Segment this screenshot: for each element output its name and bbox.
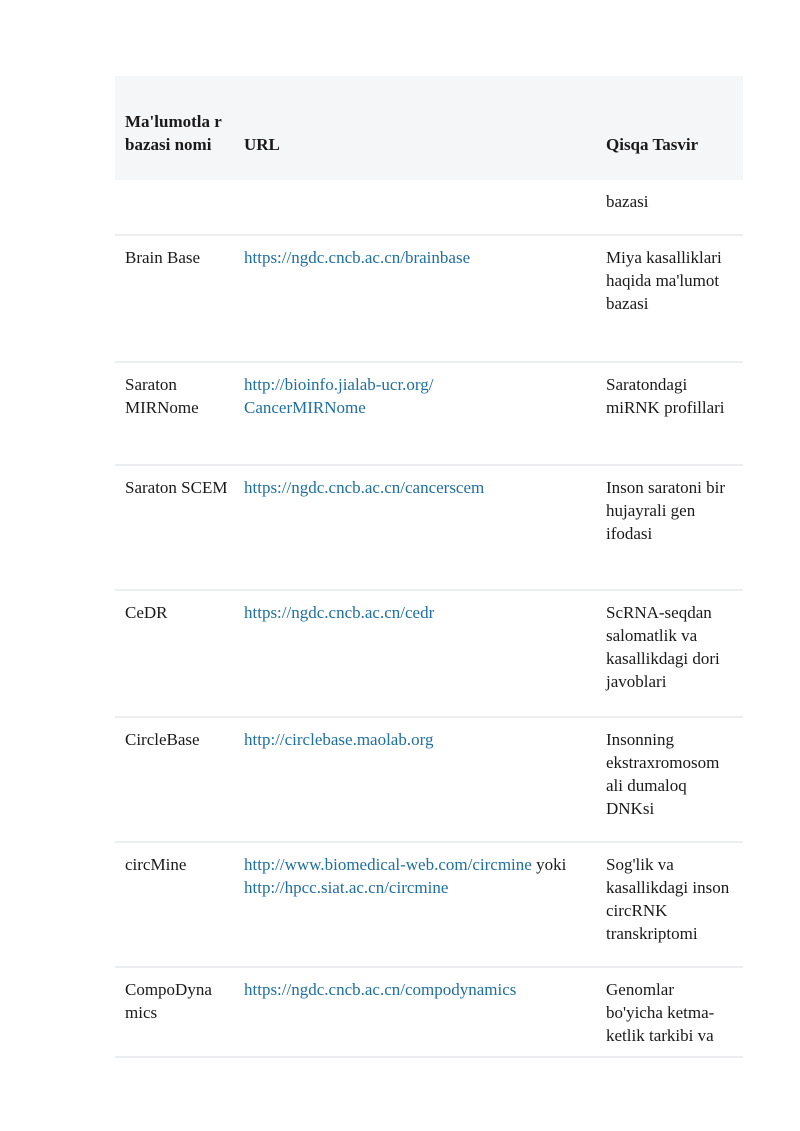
table-row bbox=[115, 466, 743, 591]
cell-url bbox=[234, 601, 596, 716]
database-table bbox=[115, 76, 743, 1058]
cell-url bbox=[234, 373, 596, 464]
header-desc: Qisqa Tasvir bbox=[606, 135, 699, 154]
url-link-secondary[interactable]: http://hpcc.siat.ac.cn/circmine bbox=[244, 878, 449, 897]
url-link[interactable]: http://circlebase.maolab.org bbox=[244, 730, 434, 749]
cell-desc: Inson saratoni bir hujayrali gen ifodasi bbox=[606, 478, 725, 543]
header-name bbox=[115, 110, 234, 180]
url-link[interactable]: http://www.biomedical-web.com/circmine bbox=[244, 855, 532, 874]
cell-name bbox=[115, 190, 234, 234]
cell-url bbox=[234, 190, 596, 234]
url-link[interactable]: https://ngdc.cncb.ac.cn/cedr bbox=[244, 603, 435, 622]
url-separator: yoki bbox=[531, 855, 567, 874]
cell-name: Brain Base bbox=[125, 248, 201, 267]
cell-desc: Saratondagi miRNK profillari bbox=[606, 375, 725, 417]
cell-name: Saraton SCEM bbox=[125, 478, 228, 497]
table-row bbox=[115, 718, 743, 843]
table-row bbox=[115, 236, 743, 363]
cell-name bbox=[115, 978, 234, 1056]
table-row bbox=[115, 968, 743, 1058]
cell-url bbox=[234, 246, 596, 361]
cell-desc: Sog'lik va kasallikdagi inson circRNK transkriptomi bbox=[606, 855, 730, 943]
cell-url bbox=[234, 853, 596, 966]
url-link[interactable]: https://ngdc.cncb.ac.cn/compodynamics bbox=[244, 980, 517, 999]
header-url: URL bbox=[244, 135, 280, 154]
cell-desc: ScRNA-seqdan salomatlik va kasallikdagi dori javoblari bbox=[606, 603, 720, 691]
cell-desc: Genomlar bo'yicha ketma-ketlik tarkibi va bbox=[606, 980, 715, 1045]
table-row bbox=[115, 843, 743, 968]
cell-url bbox=[234, 978, 596, 1056]
table-header bbox=[115, 76, 743, 180]
cell-url bbox=[234, 476, 596, 589]
table-row bbox=[115, 363, 743, 466]
url-link[interactable]: https://ngdc.cncb.ac.cn/brainbase bbox=[244, 248, 471, 267]
table-row-continued bbox=[115, 180, 743, 236]
cell-name: circMine bbox=[125, 855, 187, 874]
table-row bbox=[115, 591, 743, 718]
cell-url bbox=[234, 728, 596, 841]
cell-desc: Insonning ekstraxromosom ali dumaloq DNKsi bbox=[606, 730, 720, 818]
url-link[interactable]: https://ngdc.cncb.ac.cn/cancerscem bbox=[244, 478, 485, 497]
cell-name: CircleBase bbox=[125, 730, 200, 749]
url-link[interactable]: http://bioinfo.jialab-ucr.org/ CancerMIRNome bbox=[244, 375, 434, 417]
cell-desc: bazasi bbox=[606, 192, 649, 211]
cell-desc: Miya kasalliklari haqida ma'lumot bazasi bbox=[606, 248, 722, 313]
cell-name-text: CompoDyna mics bbox=[125, 980, 212, 1022]
cell-name: CeDR bbox=[125, 603, 168, 622]
cell-name: Saraton MIRNome bbox=[125, 375, 199, 417]
header-name-text: Ma'lumotla r bazasi nomi bbox=[125, 112, 222, 154]
